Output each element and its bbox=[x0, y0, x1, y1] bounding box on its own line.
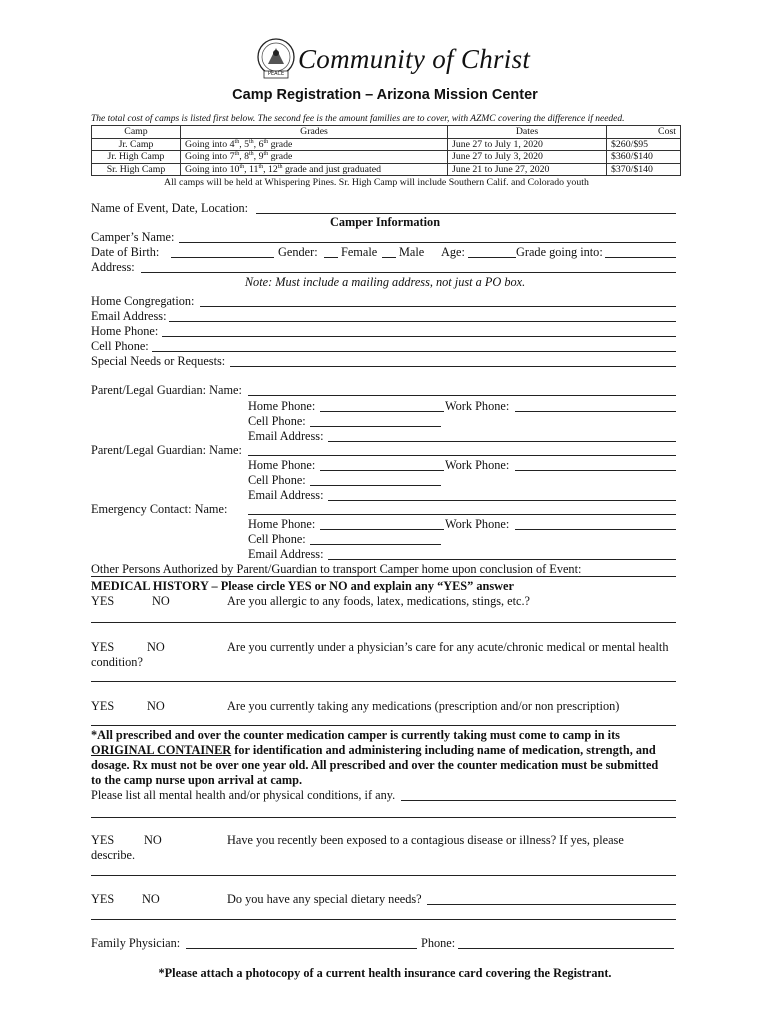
q4-explain-field[interactable] bbox=[91, 875, 676, 876]
q1-yes[interactable]: YES bbox=[91, 594, 115, 608]
cell-phone-label: Cell Phone: bbox=[91, 339, 149, 353]
camp-grades: Going into 4th, 5th, 6th grade bbox=[181, 138, 448, 151]
emergency-cell-phone-field[interactable] bbox=[310, 544, 441, 545]
camp-dates: June 27 to July 1, 2020 bbox=[448, 138, 607, 151]
emergency-name-field[interactable] bbox=[248, 514, 676, 515]
guardian1-email-field[interactable] bbox=[328, 441, 676, 442]
camp-dates: June 27 to July 3, 2020 bbox=[448, 151, 607, 164]
age-label: Age: bbox=[441, 245, 465, 259]
emergency-home-phone-label: Home Phone: bbox=[248, 517, 316, 531]
camp-cost: $360/$140 bbox=[607, 151, 681, 164]
q5-answer-field[interactable] bbox=[427, 904, 676, 905]
emergency-cell-phone-label: Cell Phone: bbox=[248, 532, 306, 546]
camp-grades: Going into 7th, 8th, 9th grade bbox=[181, 151, 448, 164]
org-name: Community of Christ bbox=[298, 44, 531, 74]
q5-yes[interactable]: YES bbox=[91, 892, 115, 906]
grade-label: Grade going into: bbox=[516, 245, 603, 259]
event-label: Name of Event, Date, Location: bbox=[91, 201, 249, 215]
table-row bbox=[92, 163, 681, 176]
q5-answer-field-2[interactable] bbox=[91, 919, 676, 920]
emergency-home-phone-field[interactable] bbox=[320, 529, 444, 530]
physician-phone-field[interactable] bbox=[458, 948, 674, 949]
guardian1-work-phone-label: Work Phone: bbox=[445, 399, 510, 413]
camp-cost: $260/$95 bbox=[607, 138, 681, 151]
q5-no[interactable]: NO bbox=[142, 892, 160, 906]
guardian1-label: Parent/Legal Guardian: Name: bbox=[91, 383, 242, 397]
congregation-label: Home Congregation: bbox=[91, 294, 195, 308]
address-note: Note: Must include a mailing address, not just a PO box. bbox=[244, 275, 526, 289]
special-needs-label: Special Needs or Requests: bbox=[91, 354, 226, 368]
seal-text: PEACE bbox=[268, 71, 285, 77]
email-field[interactable] bbox=[169, 321, 676, 322]
medication-warning-1: *All prescribed and over the counter medication camper is currently taking must come to camp in its bbox=[91, 728, 620, 742]
guardian2-name-field[interactable] bbox=[248, 455, 676, 456]
other-persons-label: Other Persons Authorized by Parent/Guardian to transport Camper home upon conclusion of Event: bbox=[91, 562, 582, 576]
other-persons-field[interactable] bbox=[91, 576, 676, 577]
guardian2-home-phone-label: Home Phone: bbox=[248, 458, 316, 472]
event-field[interactable] bbox=[256, 213, 676, 214]
q3-explain-field[interactable] bbox=[91, 725, 676, 726]
medication-warning-2-rest: for identification and administering including name of medication, strength, and bbox=[231, 743, 656, 757]
camp-dates: June 21 to June 27, 2020 bbox=[448, 163, 607, 176]
physician-label: Family Physician: bbox=[91, 936, 181, 950]
q4-text-cont: describe. bbox=[91, 848, 136, 862]
male-label: Male bbox=[399, 245, 425, 259]
dob-field[interactable] bbox=[171, 257, 274, 258]
guardian2-work-phone-field[interactable] bbox=[515, 470, 676, 471]
camp-name: Jr. Camp bbox=[92, 138, 181, 151]
guardian1-cell-phone-field[interactable] bbox=[310, 426, 441, 427]
male-checkbox[interactable] bbox=[382, 257, 396, 258]
q2-text-cont: condition? bbox=[91, 655, 143, 669]
q3-text: Are you currently taking any medications (prescription and/or non prescription) bbox=[227, 699, 620, 713]
q4-no[interactable]: NO bbox=[144, 833, 162, 847]
physician-phone-label: Phone: bbox=[421, 936, 456, 950]
conditions-field[interactable] bbox=[401, 800, 676, 801]
logo bbox=[256, 38, 296, 80]
conditions-label: Please list all mental health and/or physical conditions, if any. bbox=[91, 788, 396, 802]
table-header-row bbox=[92, 126, 681, 139]
medication-warning-2 bbox=[91, 743, 656, 758]
grade-field[interactable] bbox=[605, 257, 676, 258]
guardian1-name-field[interactable] bbox=[248, 395, 676, 396]
cost-note: The total cost of camps is listed first below. The second fee is the amount families are to cover, with AZMC covering the difference if needed. bbox=[91, 114, 625, 124]
address-label: Address: bbox=[91, 260, 135, 274]
female-checkbox[interactable] bbox=[324, 257, 338, 258]
q3-no[interactable]: NO bbox=[147, 699, 165, 713]
medication-warning-4: to the camp nurse upon arrival at camp. bbox=[91, 773, 303, 787]
guardian2-work-phone-label: Work Phone: bbox=[445, 458, 510, 472]
medical-heading: MEDICAL HISTORY – Please circle YES or NO and explain any “YES” answer bbox=[91, 579, 514, 593]
table-header: Camp bbox=[92, 126, 181, 139]
camp-grades: Going into 10th, 11th, 12th grade and just graduated bbox=[181, 163, 448, 176]
camps-footer-note: All camps will be held at Whispering Pines. Sr. High Camp will include Southern Calif. and Colorado youth bbox=[164, 177, 589, 188]
age-field[interactable] bbox=[468, 257, 516, 258]
q2-no[interactable]: NO bbox=[147, 640, 165, 654]
congregation-field[interactable] bbox=[200, 306, 676, 307]
home-phone-field[interactable] bbox=[162, 336, 676, 337]
table-row bbox=[92, 151, 681, 164]
q4-yes[interactable]: YES bbox=[91, 833, 115, 847]
insurance-note: *Please attach a photocopy of a current health insurance card covering the Registrant. bbox=[158, 966, 612, 980]
medication-warning-3: dosage. Rx must not be over one year old. All prescribed and over the counter medication must be submitted bbox=[91, 758, 659, 772]
table-header: Dates bbox=[448, 126, 607, 139]
camp-name: Sr. High Camp bbox=[92, 163, 181, 176]
conditions-field-2[interactable] bbox=[91, 817, 676, 818]
q4-text: Have you recently been exposed to a contagious disease or illness? If yes, please bbox=[227, 833, 624, 847]
address-field[interactable] bbox=[141, 272, 676, 273]
q1-no[interactable]: NO bbox=[152, 594, 170, 608]
guardian1-home-phone-field[interactable] bbox=[320, 411, 444, 412]
emergency-work-phone-field[interactable] bbox=[515, 529, 676, 530]
gender-label: Gender: bbox=[278, 245, 318, 259]
guardian2-cell-phone-label: Cell Phone: bbox=[248, 473, 306, 487]
q2-explain-field[interactable] bbox=[91, 681, 676, 682]
guardian1-home-phone-label: Home Phone: bbox=[248, 399, 316, 413]
home-phone-label: Home Phone: bbox=[91, 324, 159, 338]
table-header: Grades bbox=[181, 126, 448, 139]
email-label: Email Address: bbox=[91, 309, 167, 323]
q2-text: Are you currently under a physician’s care for any acute/chronic medical or mental health bbox=[227, 640, 669, 654]
cell-phone-field[interactable] bbox=[152, 351, 676, 352]
camp-name: Jr. High Camp bbox=[92, 151, 181, 164]
q3-yes[interactable]: YES bbox=[91, 699, 115, 713]
camper-name-label: Camper’s Name: bbox=[91, 230, 175, 244]
q1-text: Are you allergic to any foods, latex, medications, stings, etc.? bbox=[227, 594, 531, 608]
original-container-text: ORIGINAL CONTAINER bbox=[91, 743, 232, 757]
guardian2-label: Parent/Legal Guardian: Name: bbox=[91, 443, 242, 457]
emergency-label: Emergency Contact: Name: bbox=[91, 502, 228, 516]
emergency-email-field[interactable] bbox=[328, 559, 676, 560]
camp-cost: $370/$140 bbox=[607, 163, 681, 176]
physician-field[interactable] bbox=[186, 948, 417, 949]
emergency-email-label: Email Address: bbox=[248, 547, 324, 561]
table-header: Cost bbox=[607, 126, 681, 139]
guardian1-work-phone-field[interactable] bbox=[515, 411, 676, 412]
q1-explain-field[interactable] bbox=[91, 622, 676, 623]
camper-name-field[interactable] bbox=[179, 242, 676, 243]
dob-label: Date of Birth: bbox=[91, 245, 160, 259]
guardian2-email-label: Email Address: bbox=[248, 488, 324, 502]
camper-info-heading: Camper Information bbox=[329, 215, 441, 229]
guardian1-cell-phone-label: Cell Phone: bbox=[248, 414, 306, 428]
form-title: Camp Registration – Arizona Mission Center bbox=[232, 87, 538, 103]
guardian2-email-field[interactable] bbox=[328, 500, 676, 501]
q5-text: Do you have any special dietary needs? bbox=[227, 892, 422, 906]
table-row bbox=[92, 138, 681, 151]
guardian2-home-phone-field[interactable] bbox=[320, 470, 444, 471]
special-needs-field[interactable] bbox=[230, 366, 676, 367]
emergency-work-phone-label: Work Phone: bbox=[445, 517, 510, 531]
q2-yes[interactable]: YES bbox=[91, 640, 115, 654]
guardian1-email-label: Email Address: bbox=[248, 429, 324, 443]
guardian2-cell-phone-field[interactable] bbox=[310, 485, 441, 486]
female-label: Female bbox=[341, 245, 378, 259]
camps-table bbox=[91, 125, 681, 176]
